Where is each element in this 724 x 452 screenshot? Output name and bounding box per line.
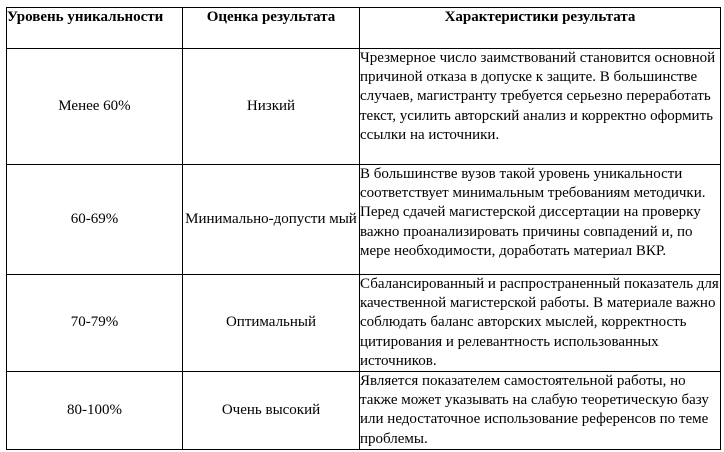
rating-cell: Низкий xyxy=(183,49,360,165)
level-cell: Менее 60% xyxy=(7,49,183,165)
rating-cell: Очень высокий xyxy=(183,372,360,450)
header-level: Уровень уникальности xyxy=(7,8,183,49)
description-cell: В большинстве вузов такой уровень уникальности соответствует минимальным требованиям методички. Перед сдачей магистерской диссертации на проверку важно проанализировать причины совпадений и, по мере необходимости, доработать материал ВКР. xyxy=(360,165,721,275)
level-cell: 70-79% xyxy=(7,275,183,372)
rating-cell: Оптимальный xyxy=(183,275,360,372)
table-row xyxy=(7,165,721,275)
header-row xyxy=(7,8,721,49)
table-row xyxy=(7,275,721,372)
table-row xyxy=(7,372,721,450)
header-rating: Оценка результата xyxy=(183,8,360,49)
level-cell: 60-69% xyxy=(7,165,183,275)
description-cell: Сбалансированный и распространенный показатель для качественной магистерской работы. В материале важно соблюдать баланс авторских мыслей, корректность цитирования и релевантность использованных источников. xyxy=(360,275,721,372)
rating-cell: Минимально-допусти мый xyxy=(183,165,360,275)
uniqueness-table xyxy=(6,7,721,450)
header-description: Характеристики результата xyxy=(360,8,721,49)
level-cell: 80-100% xyxy=(7,372,183,450)
description-cell: Является показателем самостоятельной работы, но также может указывать на слабую теоретическую базу или недостаточное использование референсов по теме проблемы. xyxy=(360,372,721,450)
table-row xyxy=(7,49,721,165)
description-cell: Чрезмерное число заимствований становится основной причиной отказа в допуске к защите. В большинстве случаев, магистранту требуется серьезно переработать текст, усилить авторский анализ и корректно оформить ссылки на источники. xyxy=(360,49,721,165)
